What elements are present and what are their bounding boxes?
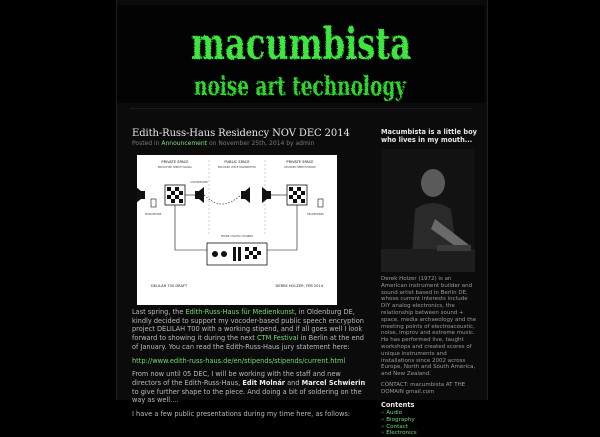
text-span: Last spring, the (132, 308, 186, 316)
diagram-label-private-left: PRIVATE SPACE (161, 160, 189, 164)
diagram-caption-right: DEREK HOLZER, FEB 2014 (275, 284, 323, 288)
site-logo[interactable] (117, 5, 485, 103)
contact-info: CONTACT: macumbista AT THE DOMAIN gmail.com (381, 381, 466, 395)
diagram-label-public-sub: ENCODED VOICE TRANSMITTED (218, 166, 256, 169)
posted-in-label: Posted in (132, 140, 160, 147)
category-list (381, 410, 477, 436)
text-span: , in Oldenburg DE, kindly decided to support my vocoder-based public speech encryption project DELILAH T00 with a working stipend, and if all goes well I look forward to showing it during the next (132, 308, 364, 343)
text-span: to give further shape to the piece. And doing a bit of soldering on the way as well.... (132, 387, 362, 405)
post-title[interactable]: Edith-Russ-Haus Residency NOV DEC 2014 (132, 128, 350, 139)
name-marcel-schwierin: Marcel Schwierin (301, 378, 366, 387)
post-paragraph-2 (132, 357, 370, 366)
right-vocoder-device (287, 185, 307, 205)
contents-heading: Contents (381, 400, 415, 409)
category-item-biography[interactable]: » Biography (381, 417, 477, 424)
post-paragraph-4: I have a few public presentations during my time here, as follows: (132, 410, 351, 419)
diagram-label-private-right: PRIVATE SPACE (286, 160, 314, 164)
diagram-label-private-right-sub: DECODED SPEECH HEARD (284, 166, 316, 169)
site-title: macumbista (191, 19, 411, 70)
text-span: and (285, 378, 302, 387)
diagram-label-channel: PHONE / DIGITAL CHANNEL (220, 235, 254, 238)
post-meta (132, 140, 314, 147)
post-diagram-image (137, 155, 337, 305)
category-item-electronics[interactable]: » Electronics (381, 430, 477, 437)
diagram-label-loudspeaker: LOUDSPEAKER (190, 181, 208, 184)
central-device (207, 243, 267, 265)
text-span: in Berlin at the end of January. You can read the Edith-Russ-Haus jury statement here: (132, 334, 364, 351)
site-header[interactable] (117, 5, 485, 103)
diagram-label-headphones: HEADPHONES (307, 213, 324, 216)
left-vocoder-device (165, 185, 185, 205)
sidebar (381, 128, 477, 437)
post-date: on November 25th, 2014 by admin (208, 140, 315, 147)
artist-bio: Derek Holzer (1972) is an American instrument builder and sound artist based in Berlin DE, whose current interests include DIY analog electronics, the relationship between sound + space, media archaeology and the meeting points of electroacoustic, noise, improv and extreme music. He has performed live, taught workshops and created scores of unique instruments and installations since 2002 across Europe, North and South America, and New Zealand. (381, 276, 477, 378)
jury-statement-link[interactable]: http://www.edith-russ-haus.de/en/stipends/stipends/current.html (132, 356, 346, 365)
text-span: From now until 05 DEC, I will be working with the staff and new directors of the Edith-Russ-Haus, (132, 370, 341, 387)
category-item-audio[interactable]: » Audio (381, 410, 477, 417)
diagram-label-public: PUBLIC SPACE (224, 160, 250, 164)
sidebar-title: Macumbista is a little boy who lives in my mouth... (381, 128, 477, 144)
site-tagline: noise art technology (194, 72, 407, 102)
diagram-caption-left: DELILAH T00 DRAFT (151, 284, 188, 288)
name-edit-molnar: Edit Molnár (242, 378, 286, 387)
category-item-contact[interactable]: » Contact (381, 424, 477, 431)
post-content (132, 308, 370, 424)
diagram-label-private-left-sub: ENCRYPTED SPEECH SIGNAL (158, 166, 192, 169)
post-paragraph-1 (132, 308, 370, 352)
post-category-link[interactable]: Announcement (161, 140, 208, 147)
diagram-label-microphone: MICROPHONE (145, 213, 162, 216)
header-divider (130, 108, 472, 109)
artist-photo (381, 149, 475, 272)
edith-russ-haus-link[interactable]: Edith-Russ-Haus für Medienkunst (185, 308, 295, 316)
ctm-festival-link[interactable]: CTM Festival (256, 334, 299, 343)
